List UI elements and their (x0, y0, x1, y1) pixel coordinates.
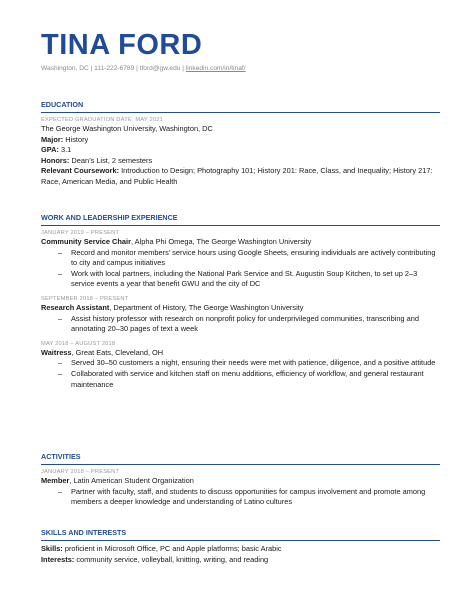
section-title-skills: SKILLS AND INTERESTS (41, 528, 440, 541)
work-section (41, 213, 440, 390)
work-entry (41, 229, 440, 290)
education-gpa (41, 145, 440, 156)
work-entry-org: , Department of History, The George Washington University (109, 302, 304, 312)
work-bullet: – Work with local partners, including the National Park Service and St. Augustin Soup Kitchen, to set up 2–3 service events a year that benefit GWU and the city of DC (71, 269, 440, 290)
interests-line (41, 555, 440, 566)
activities-date: JANUARY 2018 – PRESENT (41, 469, 120, 475)
education-section (41, 100, 440, 188)
activities-heading (41, 476, 440, 487)
work-entry (41, 295, 440, 335)
education-coursework (41, 166, 440, 187)
section-title-work: WORK AND LEADERSHIP EXPERIENCE (41, 213, 440, 226)
skills-line (41, 544, 440, 555)
work-entry-org: , Great Eats, Cleveland, OH (71, 347, 164, 357)
work-entry-heading (41, 348, 440, 359)
education-honors (41, 156, 440, 167)
contact-separator: | (180, 65, 186, 72)
work-entry-role: Research Assistant (41, 302, 110, 312)
contact-separator: | (134, 65, 140, 72)
work-bullet: – Served 30–50 customers a night, ensuring their needs were met with patience, diligence, and a positive attitude (71, 358, 440, 369)
work-bullet: – Collaborated with service and kitchen staff on menu additions, efficiency of workflow, and general restaurant maintenance (71, 369, 440, 390)
work-entry-heading (41, 303, 440, 314)
education-date: EXPECTED GRADUATION DATE: MAY 2021 (41, 117, 164, 123)
education-major (41, 135, 440, 146)
contact-phone: 111-222-6789 (94, 65, 135, 72)
activities-org: , Latin American Student Organization (69, 476, 194, 485)
work-entry (41, 340, 440, 390)
gpa-value: 3.1 (58, 145, 72, 155)
work-entry-date: MAY 2018 – AUGUST 2018 (41, 340, 116, 347)
work-entry-date: JANUARY 2019 – PRESENT (41, 230, 120, 236)
interests-value: community service, volleyball, knitting, writing, and reading (74, 554, 269, 564)
honors-label: Honors: (41, 155, 70, 165)
major-label: Major: (41, 134, 64, 144)
coursework-value: Introduction to Design; Photography 101; History 201: Race, Class, and Inequality; History 217: Race, American Media, and Public Health (41, 166, 433, 186)
work-entry-heading (41, 237, 440, 248)
work-entry-org: , Alpha Phi Omega, The George Washington University (130, 237, 312, 246)
contact-email[interactable]: tford@gw.edu (139, 65, 181, 72)
gpa-label: GPA: (41, 145, 59, 155)
work-entry-role: Community Service Chair (41, 237, 131, 246)
work-bullet: – Record and monitor members’ service hours using Google Sheets, ensuring individuals are actively contributing to city and campus initiatives (71, 248, 440, 269)
education-school: The George Washington University, Washington, DC (41, 124, 213, 133)
skills-label: Skills: (41, 544, 63, 553)
linkedin-link[interactable]: linkedin.com/in/tinaf/ (185, 65, 246, 72)
interests-label: Interests: (41, 554, 75, 564)
activities-role: Member (41, 476, 70, 485)
section-title-education: EDUCATION (41, 100, 440, 113)
contact-location: Washington, DC (41, 65, 89, 72)
contact-line (41, 65, 246, 72)
honors-value: Dean’s List, 2 semesters (69, 155, 153, 165)
activities-section (41, 452, 440, 508)
work-entry-role: Waitress (41, 347, 72, 357)
section-title-activities: ACTIVITIES (41, 452, 440, 465)
work-entry-date: SEPTEMBER 2018 – PRESENT (41, 295, 129, 302)
coursework-label: Relevant Coursework: (41, 166, 120, 176)
candidate-name: TINA FORD (41, 29, 203, 61)
contact-separator: | (88, 65, 95, 72)
work-bullet: – Assist history professor with research on nonprofit policy for underprivileged communities, transcribing and annotating 20–30 pages of text a week (71, 314, 440, 335)
skills-value: proficient in Microsoft Office, PC and Apple platforms; basic Arabic (62, 544, 282, 553)
major-value: History (63, 134, 89, 144)
skills-section (41, 528, 440, 565)
activities-bullet: – Partner with faculty, staff, and students to discuss opportunities for campus involvement and promote among members a deeper knowledge and understanding of Latino cultures (71, 487, 440, 508)
